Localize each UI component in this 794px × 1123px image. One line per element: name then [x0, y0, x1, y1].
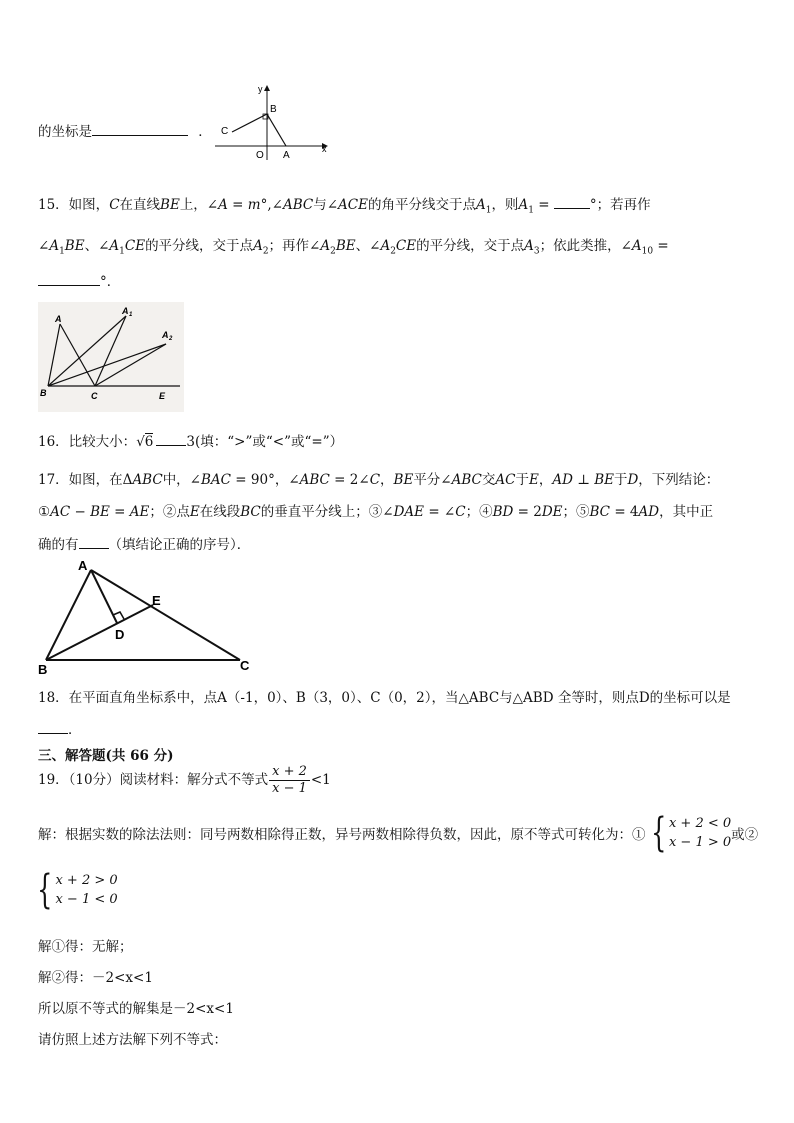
q15-l2h: CE	[124, 238, 146, 254]
q15-fig-a: A	[55, 314, 62, 324]
q17-line2	[38, 500, 713, 520]
segment-ba	[267, 114, 286, 146]
q17-l2k: 的垂直平分线上；③∠	[260, 504, 394, 520]
q15-fig-b: B	[40, 388, 47, 398]
q17-l1o: 于	[515, 472, 529, 488]
q16-rad: 6	[144, 434, 154, 450]
q17-l1l: ABC	[451, 472, 482, 488]
q15-l2l: ；再作∠	[268, 238, 321, 254]
q15-line2	[38, 234, 669, 257]
q17-l1u: 于	[613, 472, 628, 488]
q17-l1s: ⊥	[572, 472, 595, 488]
section-title: 三、解答题(共 66 分)	[38, 748, 174, 764]
q17-l1n: AC	[495, 472, 516, 488]
label-o: O	[256, 150, 264, 161]
q15-l2x: A	[631, 238, 642, 254]
fraction	[269, 764, 310, 797]
q19-solution-line	[38, 810, 759, 856]
q17-l3a: 确的有	[38, 537, 79, 553]
q15-l2w: ；依此类推，∠	[539, 238, 632, 254]
q17-l2h: E	[189, 504, 200, 520]
q17-l1e: = 90°，∠	[231, 472, 300, 488]
q19-or: 或②	[731, 827, 759, 843]
q15-l2d: BE	[64, 238, 85, 254]
q19-a: 19．（10分）阅读材料：解分式不等式	[38, 772, 269, 788]
label-b: B	[270, 104, 277, 115]
q15-fig-a2: A	[162, 330, 169, 340]
q15-figure	[38, 302, 184, 412]
q15-l2t: 的平分线，交于点	[416, 238, 525, 254]
q17-l2d: BE	[90, 504, 110, 520]
q17-l2r: DE	[541, 504, 563, 520]
q17-fig-e: E	[152, 593, 161, 608]
q15-l3: °．	[100, 274, 121, 290]
q15-line1	[38, 193, 651, 216]
seg-ab	[46, 570, 91, 660]
q17-l1h: C	[369, 472, 381, 488]
label-c: C	[221, 126, 229, 137]
q17-l1m: 交	[481, 472, 496, 488]
q15-l1t: °；若再作	[589, 197, 651, 213]
answer-blank-17	[79, 536, 109, 549]
q17-l2m: = ∠	[424, 504, 456, 520]
q16-b: 3(填：“>”或“<”或“=”）	[186, 434, 344, 450]
q17-l1g: = 2∠	[329, 472, 370, 488]
system-1: { x + 2 < 0 x − 1 > 0	[650, 810, 732, 856]
q17-l2j: BC	[240, 504, 261, 520]
q19-num: x + 2	[269, 764, 310, 781]
q15-l2z: =	[653, 238, 669, 254]
q15-fig-a1: A	[122, 306, 129, 316]
q19-system-2	[37, 867, 118, 913]
q17-l1w: ，下列结论：	[638, 472, 720, 488]
q15-l2u: A	[524, 238, 534, 254]
q19-s4: 请仿照上述方法解下列不等式：	[38, 1032, 227, 1048]
q19-s3: 所以原不等式的解集是－2<x<1	[38, 1001, 234, 1017]
answer-blank-15b	[38, 273, 100, 286]
q15-fig-a1s: 1	[129, 312, 133, 318]
top-line	[38, 120, 212, 140]
q17-l1b: ABC	[132, 472, 163, 488]
q15-l1c: 在直线	[119, 197, 161, 213]
q15-l1g: =	[227, 197, 248, 213]
q15-l1m: 的角平分线交于点	[367, 197, 476, 213]
q17-l2c: −	[70, 504, 91, 520]
segment-cb	[232, 114, 267, 132]
q15-l1s: =	[533, 197, 554, 213]
label-a: A	[283, 150, 290, 161]
q15-l1k: 与∠	[313, 197, 339, 213]
q17-l2p: BD	[492, 504, 514, 520]
q17-l2g: ；②点	[149, 504, 190, 520]
q16-a: 16．比较大小：	[38, 434, 137, 450]
label-x: x	[322, 144, 327, 154]
q17-l3b: （填结论正确的序号）．	[108, 537, 251, 553]
q15-l2s: CE	[395, 238, 417, 254]
q15-line3	[38, 270, 120, 290]
q17-l2l: DAE	[393, 504, 425, 520]
q17-l2o: ；④	[465, 504, 493, 520]
q19-b: <1	[310, 772, 331, 788]
q15-l2a: ∠	[38, 238, 50, 254]
q15-l2b: A	[49, 238, 60, 254]
q17-l1r: AD	[552, 472, 573, 488]
q15-l1f: A	[218, 197, 228, 213]
answer-blank-15a	[554, 196, 590, 209]
q15-l2r: 2	[390, 246, 396, 257]
q15-l2g: 1	[119, 246, 125, 257]
q19-sol1: 解：根据实数的除法法则：同号两数相除得正数，异号两数相除得负数，因此，原不等式可转化为：①	[38, 827, 646, 843]
q15-l2v: 3	[533, 246, 540, 257]
top-end: ．	[198, 124, 212, 140]
q17-l2a: ①	[38, 504, 51, 520]
q15-fig-c: C	[91, 391, 98, 401]
q15-l1a: 15．如图，	[38, 197, 110, 213]
q15-l1d: BE	[160, 197, 180, 213]
q17-l2i: 在线段	[199, 504, 241, 520]
q15-l2k: 2	[262, 246, 269, 257]
q15-l1r: 1	[528, 205, 534, 216]
system-2: { x + 2 > 0 x − 1 < 0	[37, 867, 118, 913]
q19-sys2a: x + 2 > 0	[55, 873, 118, 888]
q16-line	[38, 430, 343, 450]
q19-sys2b: x − 1 < 0	[55, 892, 118, 907]
q18-l2: ．	[68, 722, 82, 738]
top-text: 的坐标是	[38, 124, 92, 140]
answer-blank-16	[156, 433, 186, 446]
q17-l1k: 平分∠	[413, 472, 452, 488]
q17-l1d: BAC	[201, 472, 231, 488]
seg-be	[46, 605, 153, 660]
q17-l1q: ，	[538, 472, 553, 488]
q17-l2u: = 4	[610, 504, 639, 520]
q15-fig-a2s: 2	[169, 336, 173, 342]
q17-l1f: ABC	[299, 472, 330, 488]
q17-l2e: =	[109, 504, 130, 520]
q17-l1t: BE	[594, 472, 614, 488]
q15-l1o: 1	[485, 205, 492, 216]
q17-l2b: AC	[50, 504, 71, 520]
q15-fig-e: E	[159, 391, 166, 401]
q17-l2w: ，其中正	[659, 504, 714, 520]
q15-l2f: A	[109, 238, 120, 254]
q17-line1	[38, 468, 719, 488]
q17-l2q: = 2	[513, 504, 542, 520]
q17-line3	[38, 533, 250, 553]
q17-l1i: ，	[380, 472, 394, 488]
q15-l1n: A	[475, 197, 486, 213]
q17-fig-c: C	[240, 658, 250, 673]
q17-l2s: ；⑤	[562, 504, 590, 520]
q15-l2i: 的平分线，交于点	[145, 238, 254, 254]
q15-l1i: °,∠	[260, 197, 283, 213]
q15-l2q: A	[380, 238, 391, 254]
q17-fig-a: A	[78, 560, 88, 573]
q15-l2o: BE	[335, 238, 356, 254]
q17-l1c: 中，∠	[162, 472, 201, 488]
q19-line1	[38, 764, 331, 797]
q17-l2v: AD	[638, 504, 660, 520]
q15-l2c: 1	[59, 246, 65, 257]
q15-l1h: m	[247, 197, 261, 213]
q15-l1e: 上，∠	[179, 197, 219, 213]
q15-l1j: ABC	[282, 197, 314, 213]
q19-sys1a: x + 2 < 0	[668, 816, 732, 831]
q19-s2: 解②得：－2<x<1	[38, 970, 153, 986]
q18-line1	[38, 686, 731, 706]
answer-blank-18	[38, 721, 68, 734]
q15-l2n: 2	[330, 246, 336, 257]
q19-sys1b: x − 1 > 0	[668, 835, 732, 850]
q17-l2n: C	[455, 504, 466, 520]
y-arrow	[264, 85, 270, 91]
q18-l1: 18．在平面直角坐标系中，点A（-1，0）、B（3，0）、C（0，2），当△ABC与△ABD 全等时，则点D的坐标可以是	[38, 690, 731, 706]
q15-l1l: ACE	[338, 197, 368, 213]
q15-l1q: A	[518, 197, 529, 213]
q15-l2e: 、∠	[84, 238, 110, 254]
q17-l1p: E	[528, 472, 539, 488]
q16-sqrt: √	[136, 434, 145, 450]
q15-l2m: A	[320, 238, 331, 254]
q17-l2f: AE	[129, 504, 150, 520]
q15-l1p: ，则	[491, 197, 519, 213]
q17-l1j: BE	[393, 472, 414, 488]
q15-l2y: 10	[641, 246, 654, 257]
q17-l1v: D	[627, 472, 639, 488]
q17-fig-d: D	[115, 627, 125, 642]
q18-line2	[38, 718, 82, 738]
label-y: y	[258, 84, 263, 94]
q17-l2t: BC	[589, 504, 611, 520]
q15-l2p: 、∠	[355, 238, 381, 254]
answer-blank-coord	[92, 123, 188, 136]
q15-l2j: A	[253, 238, 263, 254]
q17-figure	[38, 560, 258, 676]
q19-s1: 解①得：无解；	[38, 939, 133, 955]
q17-l1a: 17．如图，在Δ	[38, 472, 133, 488]
q15-l1b: C	[109, 197, 120, 213]
q17-fig-b: B	[38, 662, 48, 676]
q19-den: x − 1	[272, 781, 307, 796]
coord-figure	[210, 82, 330, 162]
